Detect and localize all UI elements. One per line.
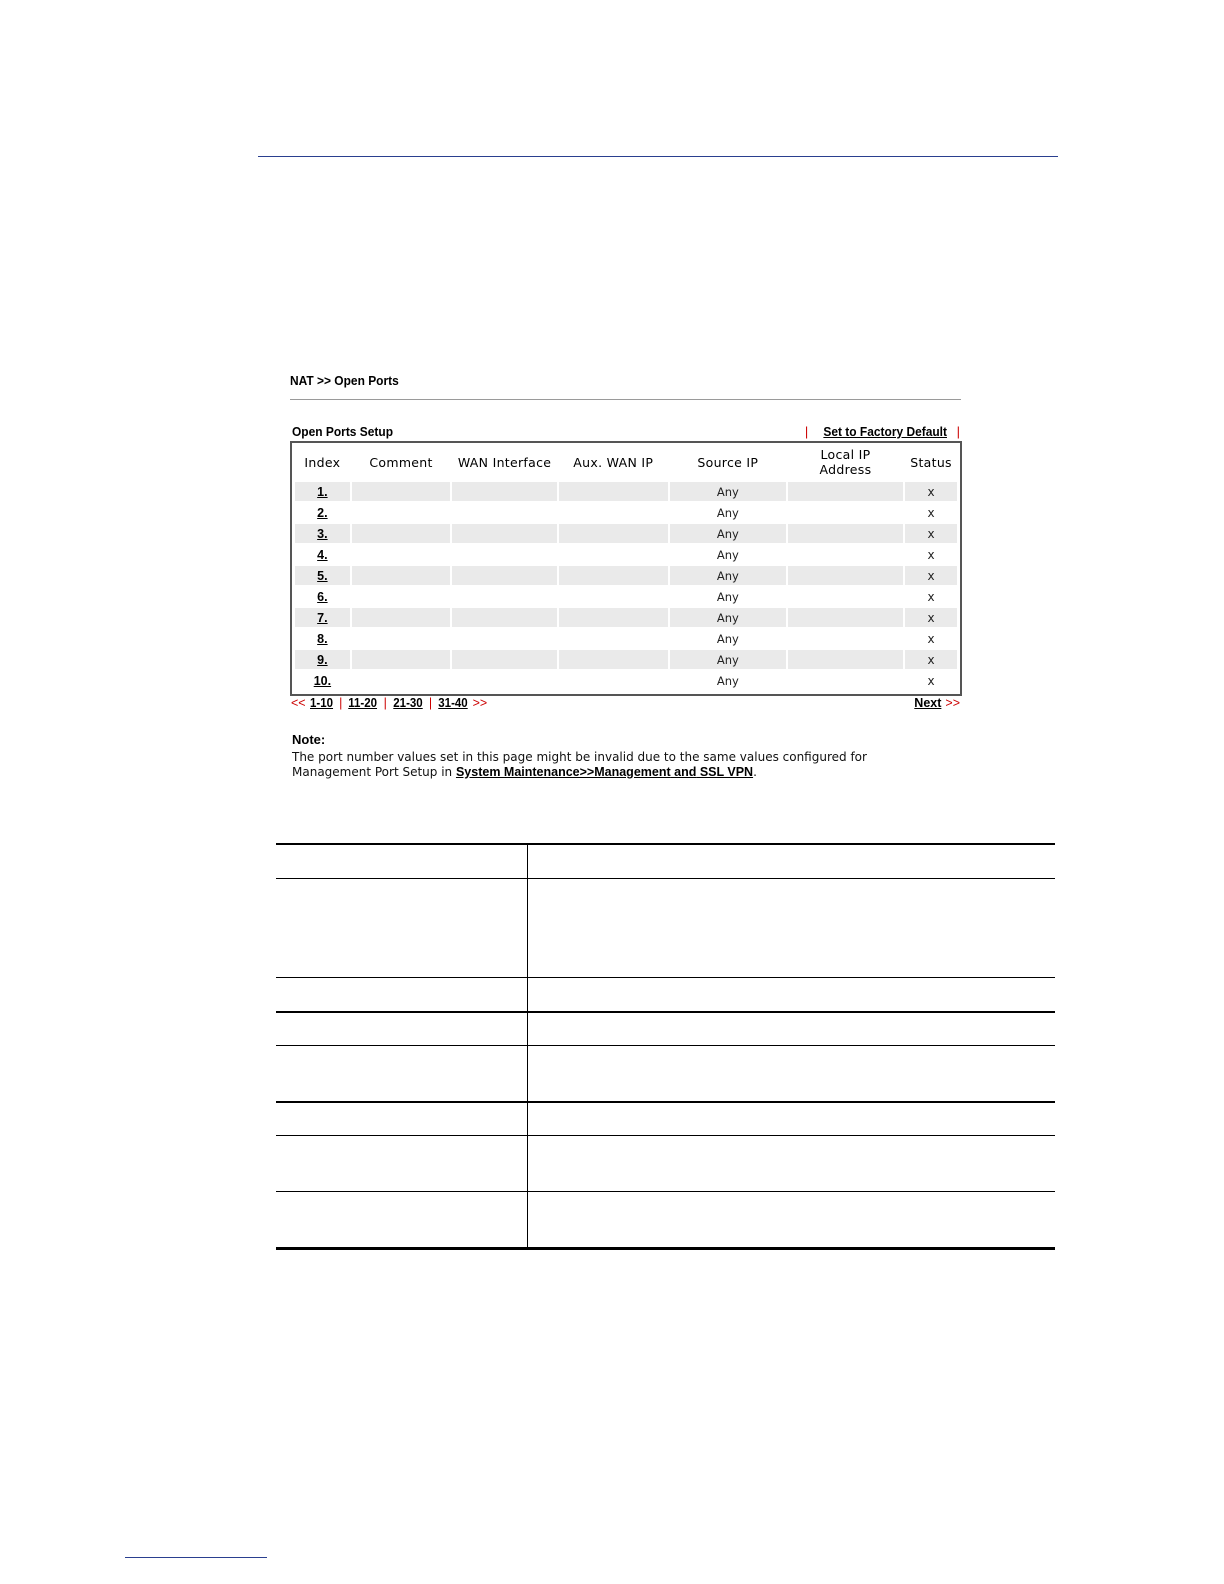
index-cell: [295, 544, 350, 565]
description-table: [276, 843, 1055, 1249]
table-rule: [276, 1135, 1055, 1136]
index-link[interactable]: 7.: [317, 610, 328, 625]
page-link-31-40[interactable]: 31-40: [438, 696, 468, 710]
column-header-local-ip-line1: Local IP: [820, 447, 871, 462]
local-ip-cell: [788, 502, 903, 523]
index-cell: [295, 502, 350, 523]
status-cell: x: [905, 544, 957, 565]
note-title: Note:: [292, 732, 326, 747]
comment-cell: [352, 565, 451, 586]
wan-interface-cell: [452, 607, 556, 628]
table-rule: [276, 878, 1055, 879]
status-cell: x: [905, 586, 957, 607]
aux-wan-ip-cell: [559, 502, 668, 523]
page-link-21-30[interactable]: 21-30: [393, 696, 423, 710]
table-column-divider: [527, 843, 528, 1248]
note-text-end: .: [753, 765, 757, 779]
table-row: [295, 628, 957, 649]
column-header-wan-interface: WAN Interface: [457, 454, 552, 470]
column-header-local-ip-address: [788, 443, 903, 481]
local-ip-cell: [788, 628, 903, 649]
column-header-local-ip-line2: Address: [819, 462, 872, 477]
source-ip-cell: Any: [670, 565, 786, 586]
note-text: [292, 750, 932, 780]
comment-cell: [352, 607, 451, 628]
column-header-source-ip: Source IP: [697, 454, 759, 470]
separator: |: [804, 424, 809, 439]
comment-cell: [352, 544, 451, 565]
footer-rule: [125, 1557, 267, 1558]
separator: |: [339, 696, 343, 710]
aux-wan-ip-cell: [559, 628, 668, 649]
table-rule: [276, 1011, 1055, 1013]
table-rule: [276, 1045, 1055, 1046]
local-ip-cell: [788, 523, 903, 544]
column-header-index: Index: [304, 454, 341, 470]
local-ip-cell: [788, 565, 903, 586]
status-cell: x: [905, 565, 957, 586]
table-rule: [276, 1101, 1055, 1103]
next-link[interactable]: Next: [914, 696, 942, 710]
index-link[interactable]: 1.: [317, 484, 328, 499]
local-ip-cell: [788, 586, 903, 607]
index-cell: [295, 481, 350, 502]
status-cell: x: [905, 628, 957, 649]
source-ip-cell: Any: [670, 670, 786, 691]
table-rule: [276, 1247, 1055, 1250]
index-cell: [295, 628, 350, 649]
aux-wan-ip-cell: [559, 607, 668, 628]
wan-interface-cell: [452, 628, 556, 649]
source-ip-cell: Any: [670, 586, 786, 607]
table-row: [295, 523, 957, 544]
status-cell: x: [905, 649, 957, 670]
comment-cell: [352, 649, 451, 670]
separator: |: [956, 424, 960, 439]
index-link[interactable]: 4.: [317, 547, 328, 562]
table-row: [295, 481, 957, 502]
separator: |: [383, 696, 387, 710]
wan-interface-cell: [452, 481, 556, 502]
local-ip-cell: [788, 481, 903, 502]
next-page: [914, 696, 960, 710]
index-link[interactable]: 10.: [313, 673, 332, 688]
wan-interface-cell: [452, 649, 556, 670]
open-ports-table-box: [290, 441, 962, 696]
source-ip-cell: Any: [670, 649, 786, 670]
aux-wan-ip-cell: [559, 565, 668, 586]
next-arrow[interactable]: >>: [472, 696, 488, 710]
local-ip-cell: [788, 607, 903, 628]
wan-interface-cell: [452, 586, 556, 607]
table-rule: [276, 843, 1055, 845]
local-ip-cell: [788, 670, 903, 691]
column-header-comment: Comment: [369, 454, 433, 470]
page-link-1-10[interactable]: 1-10: [310, 696, 334, 710]
status-cell: x: [905, 670, 957, 691]
open-ports-panel: [290, 368, 962, 788]
ssl-vpn-link[interactable]: SSL VPN: [696, 765, 754, 779]
comment-cell: [352, 502, 451, 523]
aux-wan-ip-cell: [559, 649, 668, 670]
column-header-status: Status: [910, 454, 952, 470]
source-ip-cell: Any: [670, 607, 786, 628]
pagination: [291, 696, 487, 710]
index-cell: [295, 565, 350, 586]
system-maintenance-link[interactable]: System Maintenance>>Management: [455, 765, 671, 779]
table-row: [295, 670, 957, 691]
breadcrumb: NAT >> Open Ports: [290, 373, 399, 388]
index-cell: [295, 649, 350, 670]
comment-cell: [352, 628, 451, 649]
index-link[interactable]: 9.: [317, 652, 328, 667]
table-row: [295, 649, 957, 670]
comment-cell: [352, 481, 451, 502]
index-link[interactable]: 8.: [317, 631, 328, 646]
aux-wan-ip-cell: [559, 481, 668, 502]
source-ip-cell: Any: [670, 544, 786, 565]
source-ip-cell: Any: [670, 502, 786, 523]
index-link[interactable]: 2.: [317, 505, 328, 520]
status-cell: x: [905, 523, 957, 544]
wan-interface-cell: [452, 565, 556, 586]
index-link[interactable]: 5.: [317, 568, 328, 583]
breadcrumb-divider: [290, 399, 961, 400]
aux-wan-ip-cell: [559, 523, 668, 544]
aux-wan-ip-cell: [559, 670, 668, 691]
index-link[interactable]: 3.: [317, 526, 328, 541]
note-text-part1: The port number values set in this page might be invalid due to the same values configured for Management Port Setup in: [292, 750, 867, 779]
page-link-11-20[interactable]: 11-20: [348, 696, 378, 710]
comment-cell: [352, 670, 451, 691]
index-link[interactable]: 6.: [317, 589, 328, 604]
wan-interface-cell: [452, 502, 556, 523]
table-rule: [276, 977, 1055, 978]
index-cell: [295, 670, 350, 691]
source-ip-cell: Any: [670, 481, 786, 502]
status-cell: x: [905, 481, 957, 502]
section-title: Open Ports Setup: [292, 424, 394, 439]
aux-wan-ip-cell: [559, 544, 668, 565]
comment-cell: [352, 523, 451, 544]
table-rule: [276, 1191, 1055, 1192]
index-cell: [295, 523, 350, 544]
status-cell: x: [905, 607, 957, 628]
aux-wan-ip-cell: [559, 586, 668, 607]
factory-default-area: [805, 424, 960, 439]
source-ip-cell: Any: [670, 628, 786, 649]
table-row: [295, 544, 957, 565]
index-cell: [295, 607, 350, 628]
table-header-row: [295, 443, 957, 481]
column-header-aux-wan-ip: Aux. WAN IP: [573, 454, 654, 470]
local-ip-cell: [788, 649, 903, 670]
next-link-arrow[interactable]: >>: [945, 696, 960, 710]
separator: |: [428, 696, 433, 710]
table-row: [295, 607, 957, 628]
table-row: [295, 586, 957, 607]
note-text-and: and: [670, 765, 697, 779]
open-ports-table: [293, 443, 959, 691]
set-factory-default-link[interactable]: Set to Factory Default: [823, 424, 948, 439]
table-row: [295, 565, 957, 586]
prev-arrow[interactable]: <<: [291, 696, 306, 710]
status-cell: x: [905, 502, 957, 523]
wan-interface-cell: [452, 544, 556, 565]
wan-interface-cell: [452, 670, 556, 691]
source-ip-cell: Any: [670, 523, 786, 544]
wan-interface-cell: [452, 523, 556, 544]
local-ip-cell: [788, 544, 903, 565]
index-cell: [295, 586, 350, 607]
page-header-rule: [258, 156, 1058, 157]
comment-cell: [352, 586, 451, 607]
table-row: [295, 502, 957, 523]
